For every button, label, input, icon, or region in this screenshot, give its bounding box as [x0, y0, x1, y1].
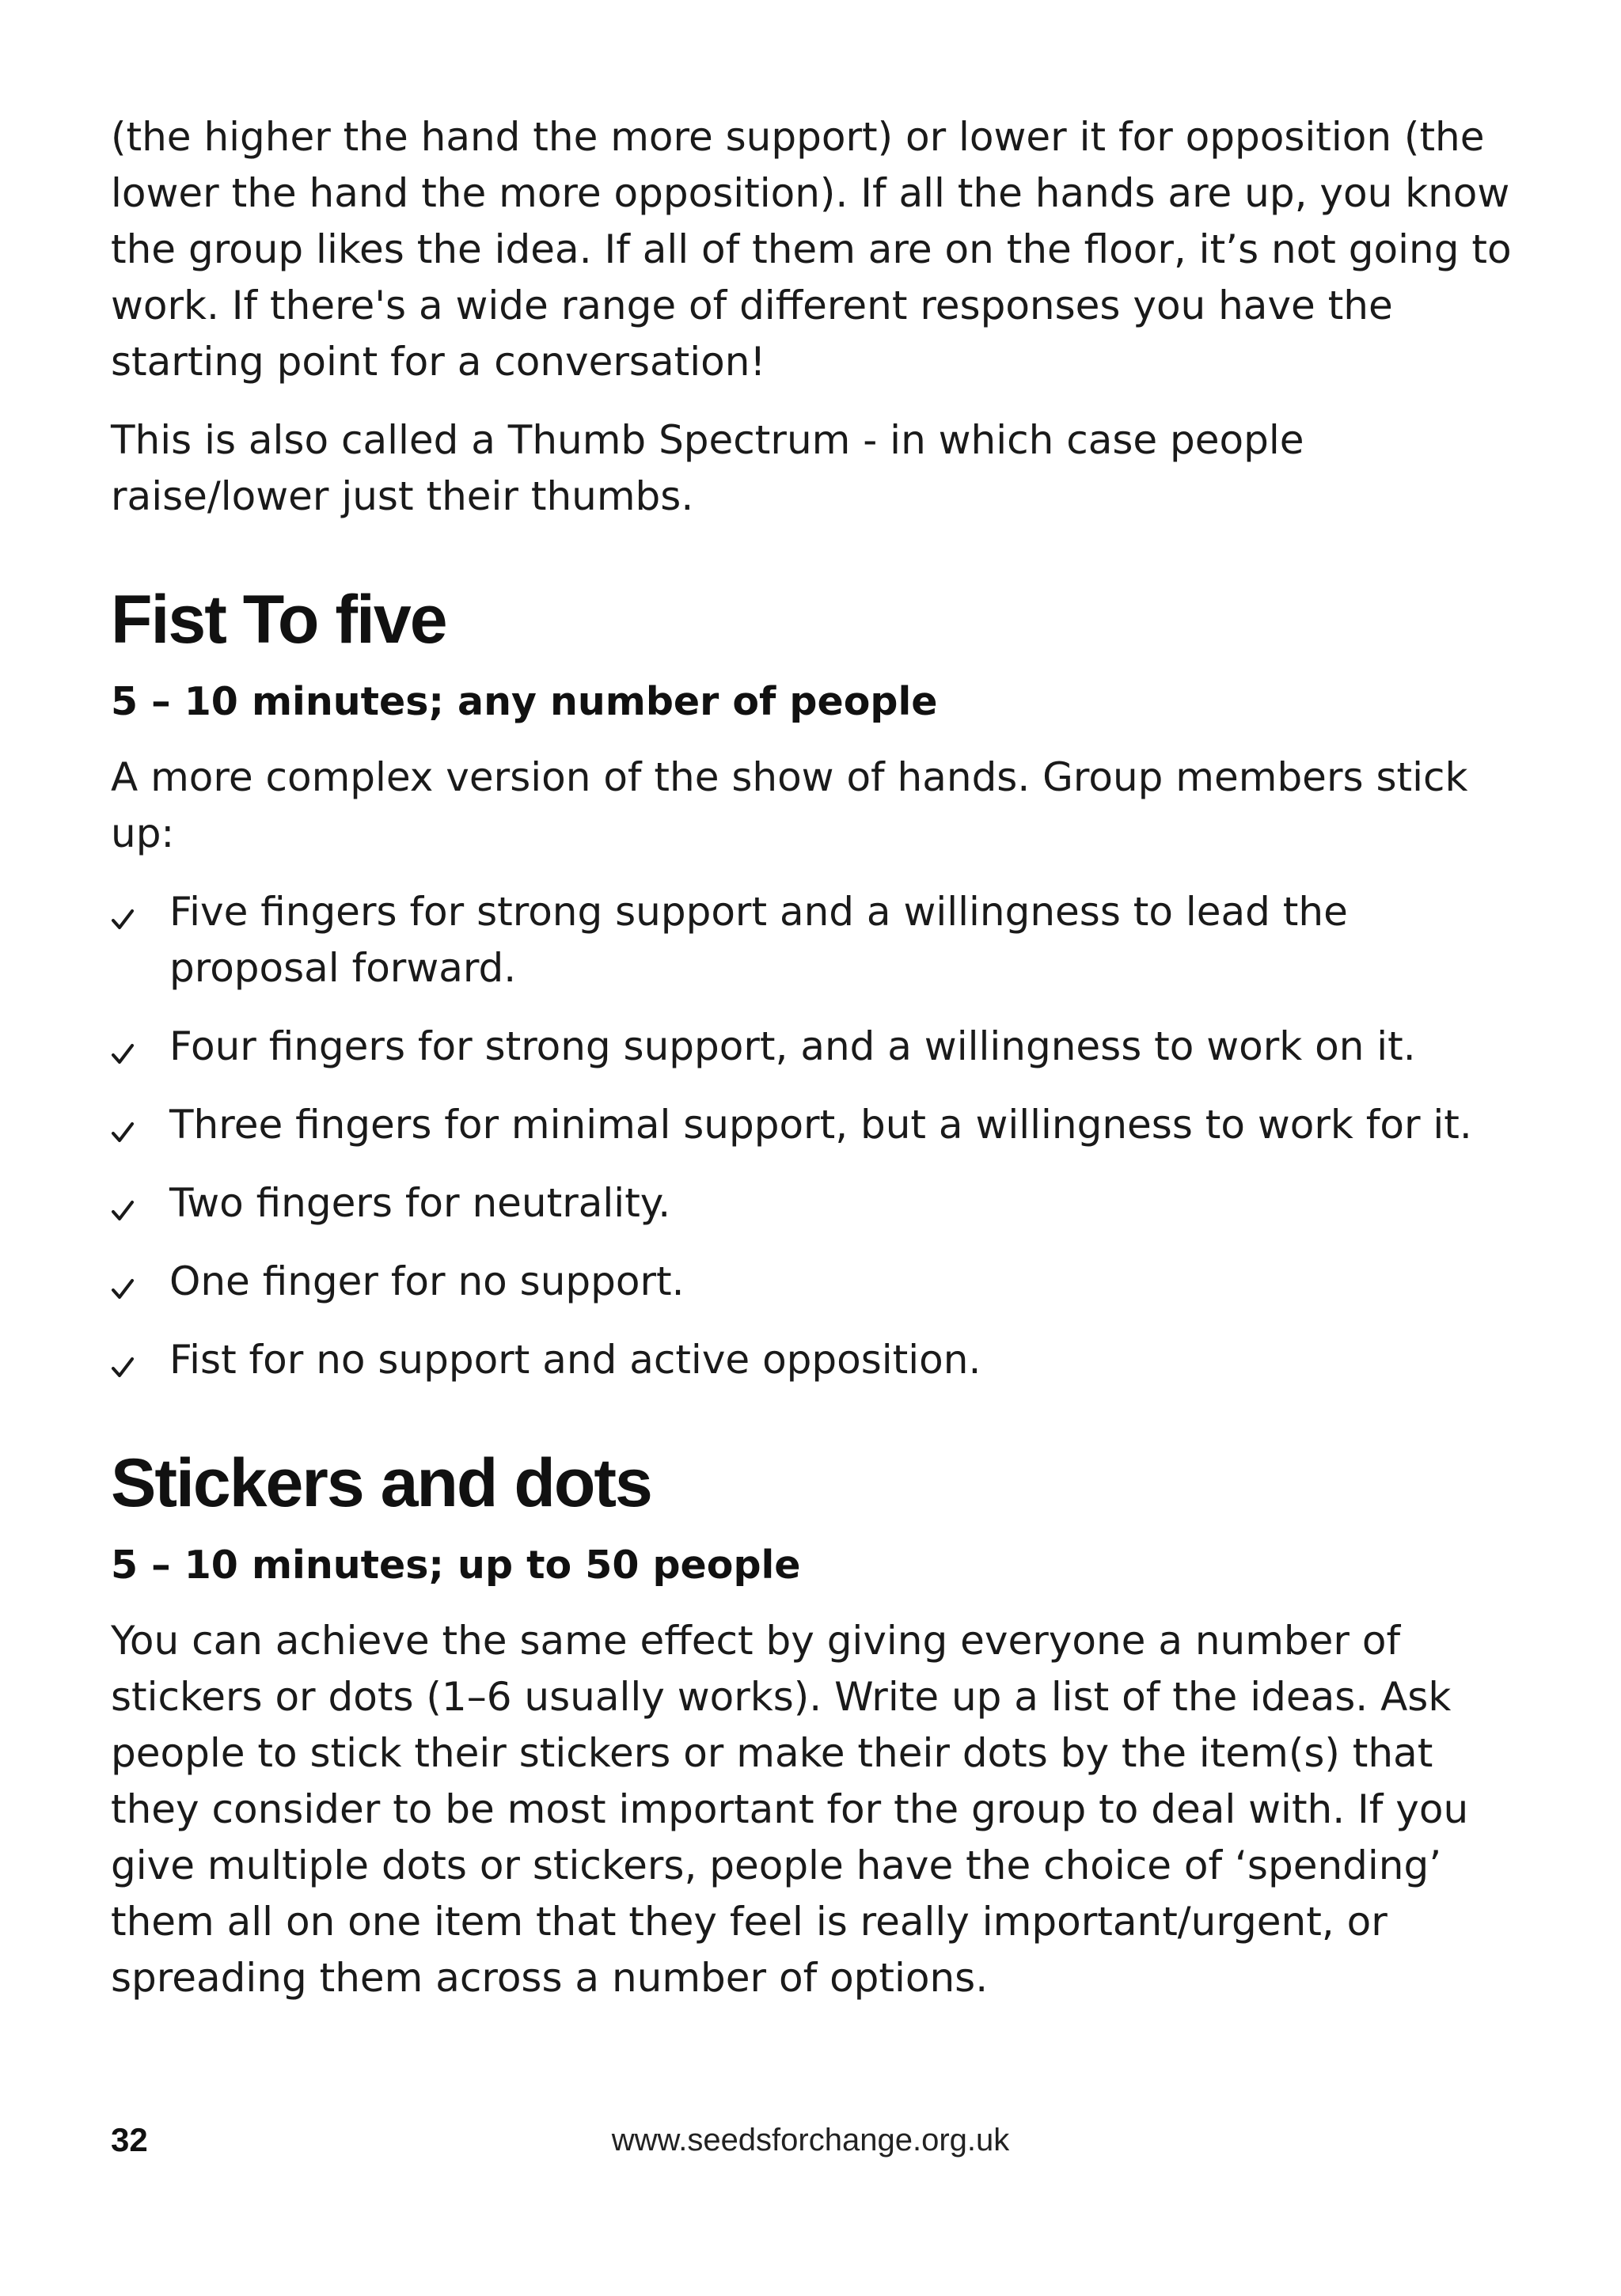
- check-icon: [111, 884, 169, 940]
- check-icon: [111, 1097, 169, 1153]
- fist-to-five-meta: 5 – 10 minutes; any number of people: [111, 679, 938, 724]
- fist-to-five-intro: A more complex version of the show of hands. Group members stick up:: [111, 754, 1468, 856]
- intro-paragraph: (the higher the hand the more support) or lower it for opposition (the lower the hand the more opposition). If all the hands are up, you know the group likes the idea. If all of them are on the floor, it’s not going to work. If there's a wide range of different responses you have the starting point for a conversation!: [111, 114, 1512, 385]
- list-item: [111, 1254, 1520, 1310]
- fist-to-five-heading: Fist To five: [111, 582, 446, 658]
- list-item-text: Five fingers for strong support and a willingness to lead the proposal forward.: [169, 889, 1348, 991]
- footer-url: www.seedsforchange.org.uk: [611, 2123, 1010, 2157]
- list-item-text: Fist for no support and active opposition.: [169, 1337, 981, 1383]
- check-icon: [111, 1332, 169, 1388]
- list-item-text: Four fingers for strong support, and a willingness to work on it.: [169, 1023, 1416, 1069]
- list-item: [111, 1332, 1520, 1388]
- stickers-and-dots-section: [111, 1444, 1520, 2006]
- page-content: [111, 109, 1520, 2028]
- list-item: [111, 884, 1520, 996]
- stickers-and-dots-meta: 5 – 10 minutes; up to 50 people: [111, 1543, 801, 1588]
- list-item-text: Three fingers for minimal support, but a willingness to work for it.: [169, 1102, 1472, 1148]
- stickers-and-dots-heading: Stickers and dots: [111, 1445, 651, 1521]
- list-item-text: Two fingers for neutrality.: [169, 1180, 671, 1226]
- fist-to-five-section: [111, 580, 1520, 1388]
- page-number: 32: [111, 2121, 148, 2158]
- thumb-spectrum-paragraph: This is also called a Thumb Spectrum - in which case people raise/lower just their thumbs.: [111, 417, 1304, 519]
- check-icon: [111, 1019, 169, 1075]
- fist-to-five-list: [111, 884, 1520, 1388]
- check-icon: [111, 1254, 169, 1310]
- check-icon: [111, 1175, 169, 1231]
- list-item: [111, 1097, 1520, 1153]
- list-item: [111, 1019, 1520, 1075]
- list-item: [111, 1175, 1520, 1231]
- stickers-and-dots-paragraph: You can achieve the same effect by giving everyone a number of stickers or dots (1–6 usually works). Write up a list of the ideas. Ask people to stick their stickers or make their dots by the item(s) that they consider to be most important for the group to deal with. If you give multiple dots or stickers, people have the choice of ‘spending’ them all on one item that they feel is really important/urgent, or spreading them across a number of options.: [111, 1618, 1469, 2001]
- list-item-text: One finger for no support.: [169, 1258, 685, 1304]
